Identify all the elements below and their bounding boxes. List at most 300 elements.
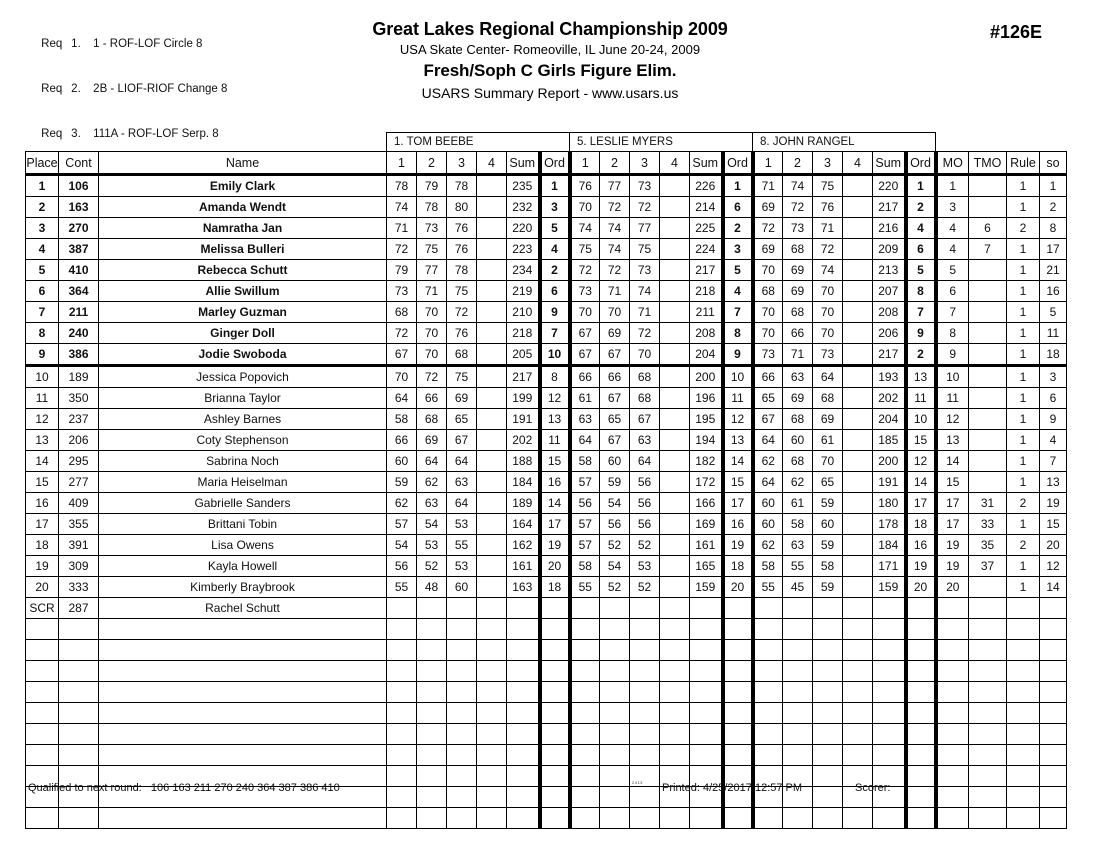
cell-judge2-ord: [723, 598, 753, 619]
table-row-empty[interactable]: [26, 703, 1067, 724]
cell-name: Maria Heiselman: [99, 472, 387, 493]
cell-judge2-fig2: 54: [600, 556, 630, 577]
cell-judge1-sum: [507, 619, 540, 640]
cell-judge1-fig1: 79: [387, 260, 417, 281]
cell-tmo: [969, 724, 1007, 745]
cell-judge2-fig4: [660, 409, 690, 430]
cell-judge3-fig4: [843, 366, 873, 388]
cell-judge2-fig3: 67: [630, 409, 660, 430]
cell-judge3-fig1: 68: [753, 281, 783, 302]
cell-judge3-fig1: [753, 724, 783, 745]
cell-judge1-fig4: [477, 724, 507, 745]
cell-judge3-sum: 185: [873, 430, 906, 451]
cell-judge3-fig1: 64: [753, 430, 783, 451]
cell-tmo: 37: [969, 556, 1007, 577]
cell-judge3-fig3: [813, 703, 843, 724]
cell-judge2-fig4: [660, 535, 690, 556]
cell-judge3-fig3: [813, 745, 843, 766]
cell-so: 11: [1040, 323, 1067, 344]
cell-cont: 387: [59, 239, 99, 260]
cell-cont: 350: [59, 388, 99, 409]
cell-judge2-ord: 13: [723, 430, 753, 451]
cell-judge2-fig1: 58: [570, 556, 600, 577]
cell-judge1-ord: 3: [540, 197, 570, 218]
cell-judge1-sum: [507, 766, 540, 787]
cell-judge3-fig4: [843, 302, 873, 323]
cell-judge3-fig4: [843, 682, 873, 703]
cell-name: [99, 640, 387, 661]
cell-judge3-fig4: [843, 808, 873, 829]
table-row[interactable]: [26, 409, 1067, 430]
cell-judge1-fig1: 66: [387, 430, 417, 451]
cell-so: 12: [1040, 556, 1067, 577]
cell-judge1-ord: [540, 703, 570, 724]
cell-judge3-fig3: [813, 724, 843, 745]
table-row[interactable]: [26, 260, 1067, 281]
cell-judge3-fig1: 66: [753, 366, 783, 388]
cell-judge3-fig3: [813, 766, 843, 787]
cell-rule: 1: [1007, 409, 1040, 430]
cell-rule: [1007, 787, 1040, 808]
cell-judge1-fig4: [477, 661, 507, 682]
cell-judge1-fig1: 60: [387, 451, 417, 472]
cell-judge1-fig3: 63: [447, 472, 477, 493]
cell-judge2-fig2: 67: [600, 344, 630, 366]
col-header-figure-1-3: 3: [447, 152, 477, 175]
cell-place: [26, 808, 59, 829]
cell-cont: 270: [59, 218, 99, 239]
cell-judge2-fig3: [630, 682, 660, 703]
cell-judge3-fig2: 61: [783, 493, 813, 514]
cell-judge1-sum: 220: [507, 218, 540, 239]
cell-so: 13: [1040, 472, 1067, 493]
cell-judge1-fig3: 60: [447, 577, 477, 598]
cell-judge1-fig2: 53: [417, 535, 447, 556]
cell-judge2-fig1: [570, 682, 600, 703]
cell-judge2-sum: 195: [690, 409, 723, 430]
cell-judge2-fig4: [660, 281, 690, 302]
cell-judge3-fig1: 62: [753, 535, 783, 556]
cell-judge1-ord: 18: [540, 577, 570, 598]
cell-judge3-fig2: 62: [783, 472, 813, 493]
cell-judge2-ord: 19: [723, 535, 753, 556]
cell-name: Emily Clark: [99, 175, 387, 197]
cell-judge2-fig3: 53: [630, 556, 660, 577]
cell-judge1-fig3: [447, 682, 477, 703]
cell-judge1-fig3: 76: [447, 239, 477, 260]
cell-judge1-fig1: 73: [387, 281, 417, 302]
page-title: Great Lakes Regional Championship 2009: [372, 19, 728, 39]
cell-judge2-fig4: [660, 388, 690, 409]
cell-judge3-fig3: 74: [813, 260, 843, 281]
cell-judge3-fig1: 65: [753, 388, 783, 409]
cell-so: 7: [1040, 451, 1067, 472]
cell-judge1-fig3: [447, 703, 477, 724]
cell-judge3-sum: 191: [873, 472, 906, 493]
cell-judge2-fig1: 57: [570, 535, 600, 556]
cell-judge2-fig4: [660, 682, 690, 703]
cell-judge3-fig2: [783, 598, 813, 619]
cell-judge1-ord: [540, 661, 570, 682]
cell-judge2-ord: 15: [723, 472, 753, 493]
cell-judge1-fig4: [477, 239, 507, 260]
cell-tmo: [969, 323, 1007, 344]
table-row[interactable]: [26, 535, 1067, 556]
cell-judge1-ord: 6: [540, 281, 570, 302]
cell-judge3-ord: 19: [906, 556, 936, 577]
cell-judge3-fig2: 69: [783, 281, 813, 302]
cell-rule: [1007, 766, 1040, 787]
cell-tmo: [969, 472, 1007, 493]
col-header-place: Place: [26, 152, 59, 175]
cell-judge1-ord: 19: [540, 535, 570, 556]
cell-so: 1: [1040, 175, 1067, 197]
cell-judge1-fig1: 58: [387, 409, 417, 430]
cell-judge2-fig1: [570, 724, 600, 745]
cell-judge2-fig1: 57: [570, 514, 600, 535]
cell-judge2-sum: [690, 808, 723, 829]
table-row-empty[interactable]: [26, 640, 1067, 661]
cell-judge3-sum: 204: [873, 409, 906, 430]
cell-judge1-fig4: [477, 745, 507, 766]
cell-judge3-ord: [906, 703, 936, 724]
cell-judge1-fig2: [417, 766, 447, 787]
cell-judge1-sum: [507, 787, 540, 808]
cell-judge3-fig1: [753, 682, 783, 703]
cell-judge2-sum: 217: [690, 260, 723, 281]
cell-cont: [59, 661, 99, 682]
cell-judge3-fig1: 62: [753, 451, 783, 472]
cell-cont: [59, 808, 99, 829]
table-row[interactable]: [26, 451, 1067, 472]
cell-mo: [936, 640, 969, 661]
table-row[interactable]: [26, 344, 1067, 366]
cell-judge3-ord: 2: [906, 344, 936, 366]
cell-judge2-fig3: [630, 724, 660, 745]
cell-judge3-fig4: [843, 535, 873, 556]
cell-judge3-fig3: 59: [813, 535, 843, 556]
judge-banner-row: [26, 133, 1067, 152]
table-row[interactable]: [26, 323, 1067, 344]
col-header-figure-1-4: 4: [477, 152, 507, 175]
cell-judge2-fig3: 73: [630, 175, 660, 197]
cell-judge3-fig1: 60: [753, 514, 783, 535]
requirement-number: 2.: [71, 83, 81, 95]
cell-judge3-ord: [906, 787, 936, 808]
cell-judge1-fig3: 65: [447, 409, 477, 430]
col-header-figure-2-2: 2: [600, 152, 630, 175]
cell-judge3-fig3: 70: [813, 302, 843, 323]
cell-judge3-fig3: [813, 808, 843, 829]
cell-judge3-ord: 14: [906, 472, 936, 493]
cell-judge1-fig3: [447, 640, 477, 661]
cell-mo: [936, 808, 969, 829]
cell-cont: 391: [59, 535, 99, 556]
cell-judge2-fig1: [570, 619, 600, 640]
cell-cont: 333: [59, 577, 99, 598]
cell-judge3-ord: 12: [906, 451, 936, 472]
cell-judge3-sum: 217: [873, 197, 906, 218]
cell-cont: 409: [59, 493, 99, 514]
results-table-container: [25, 132, 1067, 829]
cell-rule: 2: [1007, 218, 1040, 239]
cell-name: [99, 808, 387, 829]
cell-so: 15: [1040, 514, 1067, 535]
cell-mo: 3: [936, 197, 969, 218]
cell-judge1-fig2: 69: [417, 430, 447, 451]
cell-judge2-fig1: 57: [570, 472, 600, 493]
cell-judge3-sum: 193: [873, 366, 906, 388]
cell-judge1-fig3: 64: [447, 493, 477, 514]
table-row[interactable]: [26, 388, 1067, 409]
cell-judge2-fig4: [660, 577, 690, 598]
cell-judge1-fig4: [477, 175, 507, 197]
cell-judge1-fig2: [417, 745, 447, 766]
cell-judge2-fig3: [630, 619, 660, 640]
cell-judge2-fig3: [630, 703, 660, 724]
scorer-label: Scorer:: [855, 782, 891, 794]
cell-judge2-fig1: 64: [570, 430, 600, 451]
cell-mo: 19: [936, 535, 969, 556]
cell-judge1-fig3: 67: [447, 430, 477, 451]
table-row-empty[interactable]: [26, 682, 1067, 703]
table-row[interactable]: [26, 430, 1067, 451]
cell-tmo: [969, 661, 1007, 682]
cell-tmo: [969, 808, 1007, 829]
cell-judge1-sum: [507, 703, 540, 724]
cell-rule: 1: [1007, 366, 1040, 388]
cell-judge3-fig4: [843, 577, 873, 598]
cell-judge2-fig3: 71: [630, 302, 660, 323]
table-row[interactable]: [26, 493, 1067, 514]
table-row[interactable]: [26, 239, 1067, 260]
cell-judge2-fig2: [600, 787, 630, 808]
cell-mo: 12: [936, 409, 969, 430]
cell-mo: [936, 598, 969, 619]
cell-judge1-sum: 235: [507, 175, 540, 197]
cell-judge3-fig2: [783, 703, 813, 724]
table-row[interactable]: [26, 472, 1067, 493]
cell-judge2-sum: 200: [690, 366, 723, 388]
cell-judge1-fig3: 76: [447, 323, 477, 344]
cell-judge1-sum: 191: [507, 409, 540, 430]
table-row-empty[interactable]: [26, 808, 1067, 829]
col-header-figure-3-4: 4: [843, 152, 873, 175]
cell-judge1-fig3: [447, 787, 477, 808]
cell-place: 14: [26, 451, 59, 472]
cell-judge1-fig1: 70: [387, 366, 417, 388]
table-row[interactable]: [26, 577, 1067, 598]
cell-judge3-fig2: 68: [783, 239, 813, 260]
cell-judge1-ord: 9: [540, 302, 570, 323]
cell-judge2-sum: [690, 703, 723, 724]
cell-rule: [1007, 640, 1040, 661]
cell-judge1-fig2: 73: [417, 218, 447, 239]
cell-judge2-fig1: 67: [570, 344, 600, 366]
cell-judge2-fig1: 74: [570, 218, 600, 239]
table-row[interactable]: [26, 514, 1067, 535]
cell-judge3-ord: [906, 682, 936, 703]
cell-judge1-fig3: 53: [447, 514, 477, 535]
cell-judge2-fig1: [570, 745, 600, 766]
cell-judge3-fig4: [843, 472, 873, 493]
cell-judge3-fig2: 68: [783, 409, 813, 430]
cell-judge1-fig4: [477, 472, 507, 493]
cell-judge1-fig2: [417, 598, 447, 619]
cell-mo: 11: [936, 388, 969, 409]
cell-judge2-fig4: [660, 323, 690, 344]
cell-name: Jessica Popovich: [99, 366, 387, 388]
cell-judge1-sum: [507, 661, 540, 682]
cell-judge2-sum: 159: [690, 577, 723, 598]
cell-judge3-fig4: [843, 619, 873, 640]
cell-judge1-fig4: [477, 598, 507, 619]
cell-judge3-fig1: [753, 808, 783, 829]
cell-judge1-fig4: [477, 451, 507, 472]
cell-judge1-fig3: [447, 745, 477, 766]
cell-judge2-sum: 214: [690, 197, 723, 218]
cell-mo: 4: [936, 239, 969, 260]
table-row[interactable]: [26, 556, 1067, 577]
cell-cont: 240: [59, 323, 99, 344]
table-row[interactable]: [26, 218, 1067, 239]
cell-judge2-ord: 8: [723, 323, 753, 344]
cell-judge2-fig1: 58: [570, 451, 600, 472]
report-subtitle: USARS Summary Report - www.usars.us: [421, 85, 679, 101]
cell-judge3-fig1: [753, 598, 783, 619]
cell-judge2-fig4: [660, 640, 690, 661]
cell-judge3-fig4: [843, 556, 873, 577]
cell-judge3-ord: [906, 766, 936, 787]
cell-place: 20: [26, 577, 59, 598]
table-row[interactable]: [26, 197, 1067, 218]
cell-judge2-fig3: 68: [630, 388, 660, 409]
cell-tmo: [969, 281, 1007, 302]
cell-cont: [59, 619, 99, 640]
cell-judge3-fig1: [753, 640, 783, 661]
cell-judge3-fig3: [813, 787, 843, 808]
cell-judge3-ord: [906, 598, 936, 619]
cell-place: [26, 682, 59, 703]
col-header-figure-1-1: 1: [387, 152, 417, 175]
qualified-line: [28, 782, 340, 794]
cell-judge1-sum: 232: [507, 197, 540, 218]
title-block: [0, 18, 1100, 104]
cell-judge1-fig1: 68: [387, 302, 417, 323]
cell-mo: 6: [936, 281, 969, 302]
cell-judge1-fig1: [387, 682, 417, 703]
cell-judge2-sum: 211: [690, 302, 723, 323]
cell-judge2-fig4: [660, 197, 690, 218]
cell-judge3-fig2: [783, 682, 813, 703]
cell-judge2-sum: [690, 724, 723, 745]
cell-judge1-fig2: 52: [417, 556, 447, 577]
cell-judge1-fig3: [447, 808, 477, 829]
cell-judge1-sum: 218: [507, 323, 540, 344]
table-row-empty[interactable]: [26, 661, 1067, 682]
cell-place: [26, 724, 59, 745]
cell-tmo: [969, 640, 1007, 661]
cell-judge3-sum: 171: [873, 556, 906, 577]
cell-judge2-fig2: 70: [600, 302, 630, 323]
cell-place: [26, 703, 59, 724]
cell-judge3-fig4: [843, 598, 873, 619]
cell-judge2-sum: 194: [690, 430, 723, 451]
cell-judge2-fig2: 54: [600, 493, 630, 514]
cell-judge3-fig2: 63: [783, 535, 813, 556]
event-number: #126E: [989, 22, 1042, 42]
cell-so: [1040, 661, 1067, 682]
cell-judge1-ord: 13: [540, 409, 570, 430]
cell-mo: 17: [936, 514, 969, 535]
cell-judge2-fig2: 59: [600, 472, 630, 493]
table-row[interactable]: [26, 598, 1067, 619]
cell-judge2-fig2: [600, 703, 630, 724]
cell-judge2-fig3: [630, 661, 660, 682]
cell-judge3-fig3: [813, 619, 843, 640]
cell-rule: 1: [1007, 472, 1040, 493]
cell-name: Rebecca Schutt: [99, 260, 387, 281]
cell-judge3-fig3: 59: [813, 577, 843, 598]
cell-judge3-fig2: [783, 619, 813, 640]
cell-judge3-ord: 1: [906, 175, 936, 197]
judge-name: 5. LESLIE MYERS: [570, 133, 753, 152]
cell-judge1-ord: 15: [540, 451, 570, 472]
cell-judge3-fig1: 72: [753, 218, 783, 239]
cell-judge2-fig3: 75: [630, 239, 660, 260]
cell-judge1-fig2: 75: [417, 239, 447, 260]
col-header-tmo: TMO: [969, 152, 1007, 175]
cell-place: 19: [26, 556, 59, 577]
cell-judge2-fig1: 70: [570, 302, 600, 323]
cell-judge2-fig2: 74: [600, 239, 630, 260]
cell-judge3-fig2: 71: [783, 344, 813, 366]
table-row[interactable]: [26, 366, 1067, 388]
table-row-empty[interactable]: [26, 724, 1067, 745]
cell-judge3-fig4: [843, 703, 873, 724]
cell-judge3-fig4: [843, 661, 873, 682]
cell-judge2-fig2: 65: [600, 409, 630, 430]
table-row[interactable]: [26, 175, 1067, 197]
cell-judge2-fig4: [660, 745, 690, 766]
cell-judge1-fig4: [477, 787, 507, 808]
cell-judge1-fig4: [477, 493, 507, 514]
cell-judge1-ord: [540, 745, 570, 766]
table-row-empty[interactable]: [26, 745, 1067, 766]
qualified-list: 106 163 211 270 240 364 387 386 410: [150, 782, 340, 794]
cell-cont: 410: [59, 260, 99, 281]
cell-judge3-fig1: 60: [753, 493, 783, 514]
cell-judge2-fig4: [660, 344, 690, 366]
cell-judge1-fig1: [387, 703, 417, 724]
cell-judge2-fig4: [660, 366, 690, 388]
cell-judge2-fig2: [600, 766, 630, 787]
cell-judge3-sum: 216: [873, 218, 906, 239]
table-row[interactable]: [26, 302, 1067, 323]
table-row-empty[interactable]: [26, 619, 1067, 640]
cell-judge1-ord: 16: [540, 472, 570, 493]
cell-judge2-fig4: [660, 218, 690, 239]
cell-judge1-sum: [507, 640, 540, 661]
table-row[interactable]: [26, 281, 1067, 302]
cell-rule: [1007, 682, 1040, 703]
cell-judge2-fig3: 77: [630, 218, 660, 239]
cell-judge1-fig4: [477, 409, 507, 430]
cell-judge1-fig2: 79: [417, 175, 447, 197]
cell-judge1-fig1: [387, 640, 417, 661]
cell-judge1-fig1: 57: [387, 514, 417, 535]
cell-judge1-fig3: [447, 619, 477, 640]
